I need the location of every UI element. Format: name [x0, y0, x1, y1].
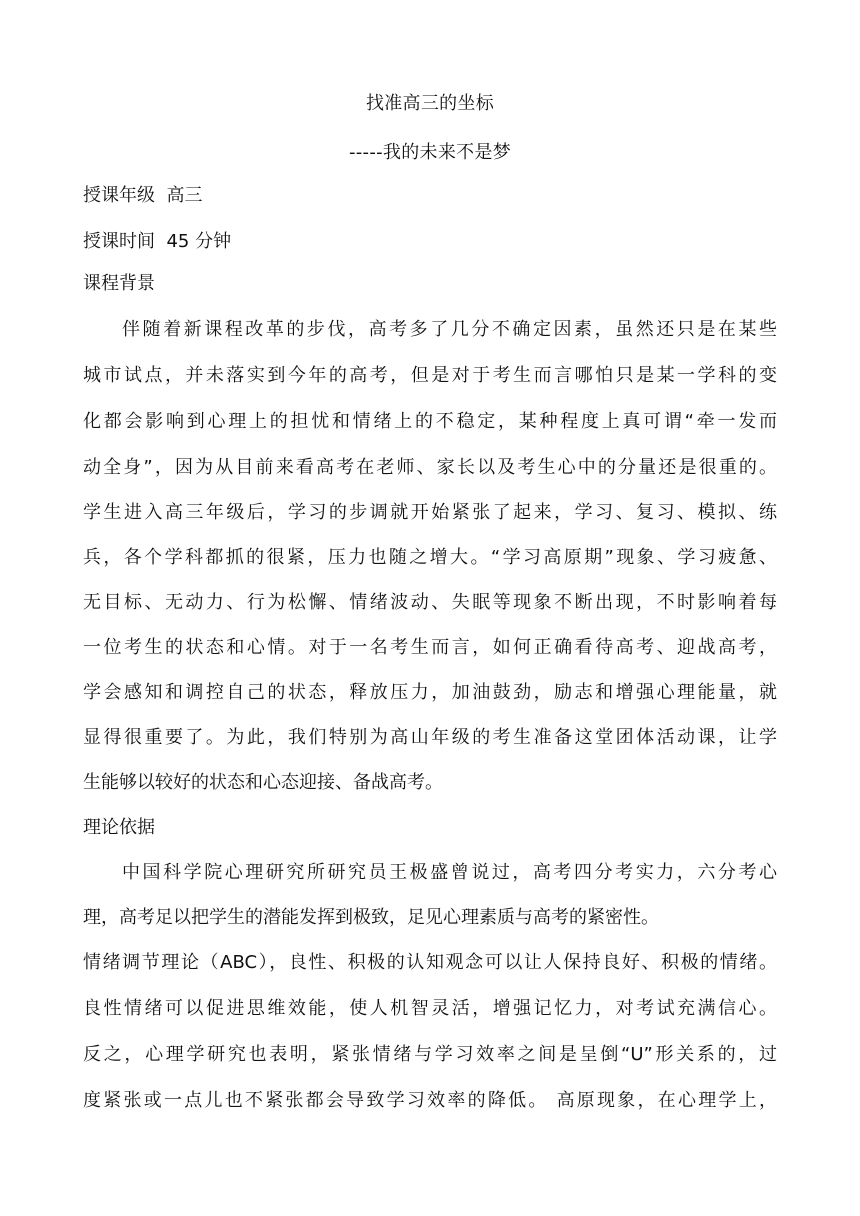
- background-line: 兵，各个学科都抓的很紧，压力也随之增大。“学习高原期”现象、学习疲惫、: [83, 547, 777, 568]
- background-line: 城市试点，并未落实到今年的高考，但是对于考生而言哪怕只是某一学科的变: [83, 365, 777, 386]
- theory-line: 理，高考足以把学生的潜能发挥到极致，足见心理素质与高考的紧密性。: [83, 907, 659, 928]
- time-row: [83, 230, 231, 254]
- background-line: 生能够以较好的状态和心态迎接、备战高考。: [83, 772, 443, 793]
- grade-label: 授课年级: [83, 185, 155, 206]
- background-line: 伴随着新课程改革的步伐，高考多了几分不确定因素，虽然还只是在某些: [122, 319, 777, 340]
- background-line: 化都会影响到心理上的担忧和情绪上的不稳定，某种程度上真可谓“牵一发而: [83, 411, 777, 432]
- time-value: 45 分钟: [166, 231, 232, 252]
- background-line: 显得很重要了。为此，我们特别为高山年级的考生准备这堂团体活动课，让学: [83, 727, 777, 748]
- background-line: 动全身”，因为从目前来看高考在老师、家长以及考生心中的分量还是很重的。: [83, 457, 777, 478]
- document-subtitle: -----我的未来不是梦: [348, 142, 512, 163]
- theory-line: 良性情绪可以促进思维效能，使人机智灵活，增强记忆力，对考试充满信心。: [83, 998, 777, 1019]
- background-heading: 课程背景: [83, 273, 155, 294]
- time-label: 授课时间: [83, 231, 155, 252]
- background-line: 学生进入高三年级后，学习的步调就开始紧张了起来，学习、复习、模拟、练: [83, 502, 777, 523]
- grade-row: [83, 184, 202, 208]
- theory-line: 情绪调节理论（ABC），良性、积极的认知观念可以让人保持良好、积极的情绪。: [83, 952, 777, 973]
- theory-line: 中国科学院心理研究所研究员王极盛曾说过，高考四分考实力，六分考心: [122, 862, 777, 883]
- theory-line: 反之，心理学研究也表明，紧张情绪与学习效率之间是呈倒“U”形关系的，过: [83, 1044, 777, 1065]
- theory-line: 度紧张或一点儿也不紧张都会导致学习效率的降低。 高原现象，在心理学上，: [83, 1090, 777, 1111]
- document-title: 找准高三的坐标: [365, 93, 495, 114]
- background-line: 学会感知和调控自己的状态，释放压力，加油鼓劲，励志和增强心理能量，就: [83, 682, 777, 703]
- grade-value: 高三: [166, 185, 203, 206]
- theory-heading: 理论依据: [83, 817, 155, 838]
- background-line: 一位考生的状态和心情。对于一名考生而言，如何正确看待高考、迎战高考，: [83, 637, 777, 658]
- background-line: 无目标、无动力、行为松懈、情绪波动、失眠等现象不断出现，不时影响着每: [83, 592, 777, 613]
